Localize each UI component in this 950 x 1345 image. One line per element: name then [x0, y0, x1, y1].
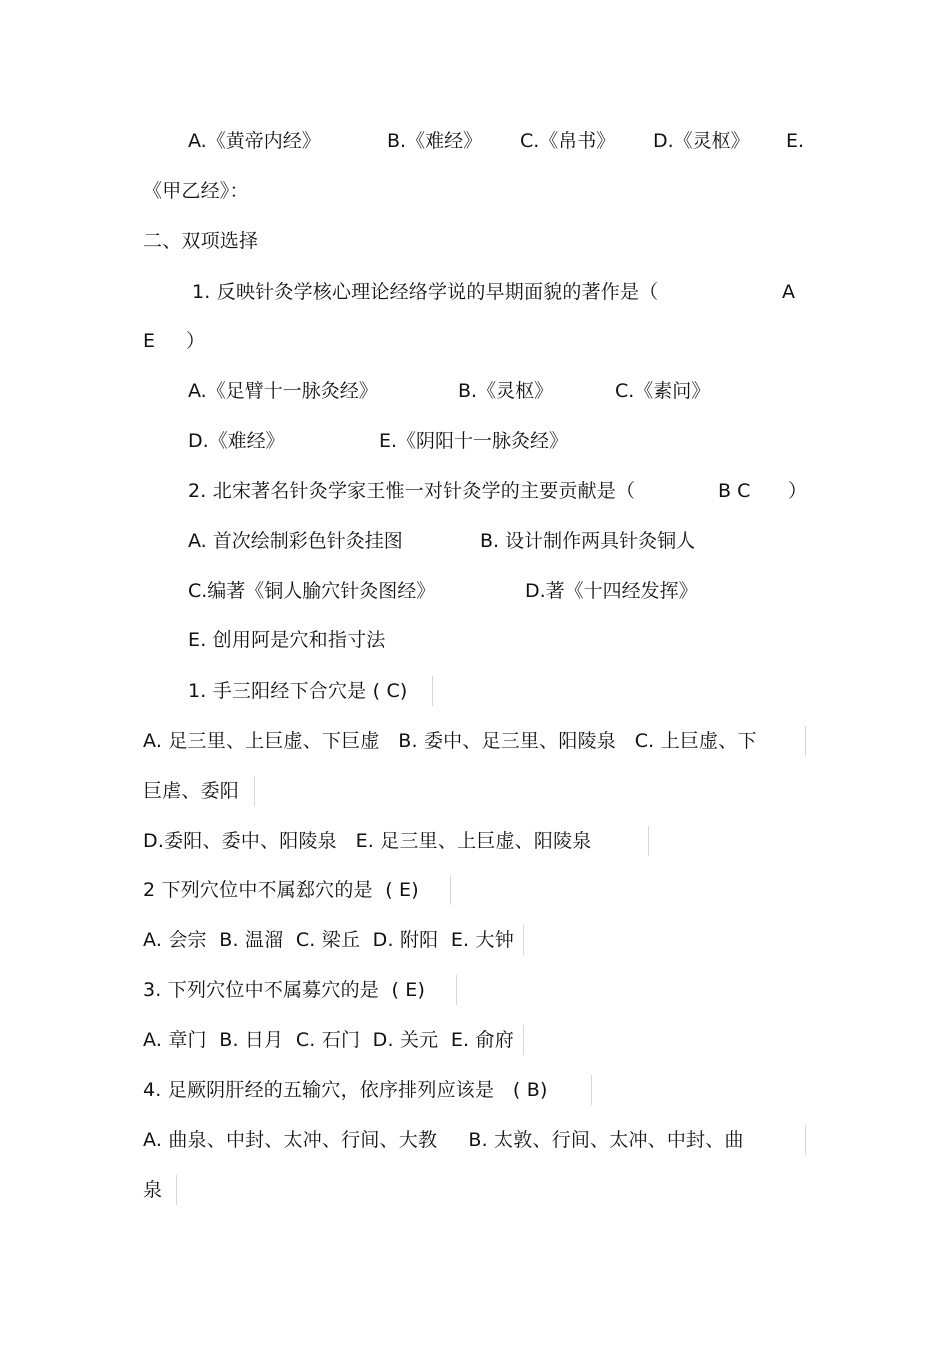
option-e-label: E.	[786, 130, 805, 152]
practice-2-options: A. 会宗 B. 温溜 C. 梁丘 D. 附阳 E. 大钟	[143, 929, 514, 951]
table-cell-border	[523, 925, 524, 955]
practice-4-options-line-1: A. 曲泉、中封、太冲、行间、大教 B. 太敦、行间、太冲、中封、曲	[143, 1129, 744, 1151]
question-1-answer-e: E	[143, 330, 156, 352]
practice-4-options-line-2: 泉	[143, 1179, 163, 1201]
table-cell-border	[591, 1075, 592, 1105]
question-1-option-b: B.《灵枢》	[458, 380, 554, 402]
question-1-text: 1. 反映针灸学核心理论经络学说的早期面貌的著作是（	[192, 281, 659, 303]
question-1-close-paren: ）	[186, 330, 206, 352]
practice-1-options-line-3: D.委阳、委中、阳陵泉 E. 足三里、上巨虚、阳陵泉	[143, 830, 592, 852]
question-2-option-a: A. 首次绘制彩色针灸挂图	[188, 530, 403, 552]
question-2-option-e: E. 创用阿是穴和指寸法	[188, 629, 386, 651]
practice-1-options-line-2: 巨虐、委阳	[143, 780, 240, 802]
question-1-option-d: D.《难经》	[188, 430, 285, 452]
section-heading: 二、双项选择	[143, 230, 259, 252]
option-b: B.《难经》	[387, 130, 483, 152]
question-2-option-b: B. 设计制作两具针灸铜人	[480, 530, 696, 552]
option-e-text: 《甲乙经》：	[143, 180, 249, 202]
question-2-option-c: C.编著《铜人腧穴针灸图经》	[188, 580, 436, 602]
practice-3-question: 3. 下列穴位中不属募穴的是 ( E)	[143, 979, 426, 1001]
table-cell-border	[805, 1125, 806, 1155]
option-c: C.《帛书》	[520, 130, 616, 152]
option-d: D.《灵枢》	[653, 130, 750, 152]
question-1-option-c: C.《素问》	[615, 380, 711, 402]
practice-1-options-line-1: A. 足三里、上巨虚、下巨虚 B. 委中、足三里、阳陵泉 C. 上巨虚、下	[143, 730, 757, 752]
table-cell-border	[450, 875, 451, 905]
table-cell-border	[523, 1025, 524, 1055]
question-2-text: 2. 北宋著名针灸学家王惟一对针灸学的主要贡献是（	[188, 480, 636, 502]
table-cell-border	[176, 1175, 177, 1205]
practice-3-options: A. 章门 B. 日月 C. 石门 D. 关元 E. 俞府	[143, 1029, 514, 1051]
question-1-answer-a: A	[782, 281, 795, 303]
practice-1-question: 1. 手三阳经下合穴是 ( C)	[188, 680, 408, 702]
question-1-option-a: A.《足臂十一脉灸经》	[188, 380, 378, 402]
table-cell-border	[456, 975, 457, 1005]
practice-4-question: 4. 足厥阴肝经的五输穴，依序排列应该是 ( B)	[143, 1079, 548, 1101]
table-cell-border	[432, 676, 433, 706]
question-2-close-paren: ）	[788, 480, 808, 502]
question-1-option-e: E.《阴阳十一脉灸经》	[379, 430, 569, 452]
practice-2-question: 2 下列穴位中不属郄穴的是 ( E)	[143, 879, 419, 901]
question-2-answer: B C	[718, 480, 751, 502]
question-2-option-d: D.著《十四经发挥》	[525, 580, 698, 602]
table-cell-border	[648, 826, 649, 856]
option-a: A.《黄帝内经》	[188, 130, 321, 152]
table-cell-border	[805, 726, 806, 756]
table-cell-border	[254, 776, 255, 806]
